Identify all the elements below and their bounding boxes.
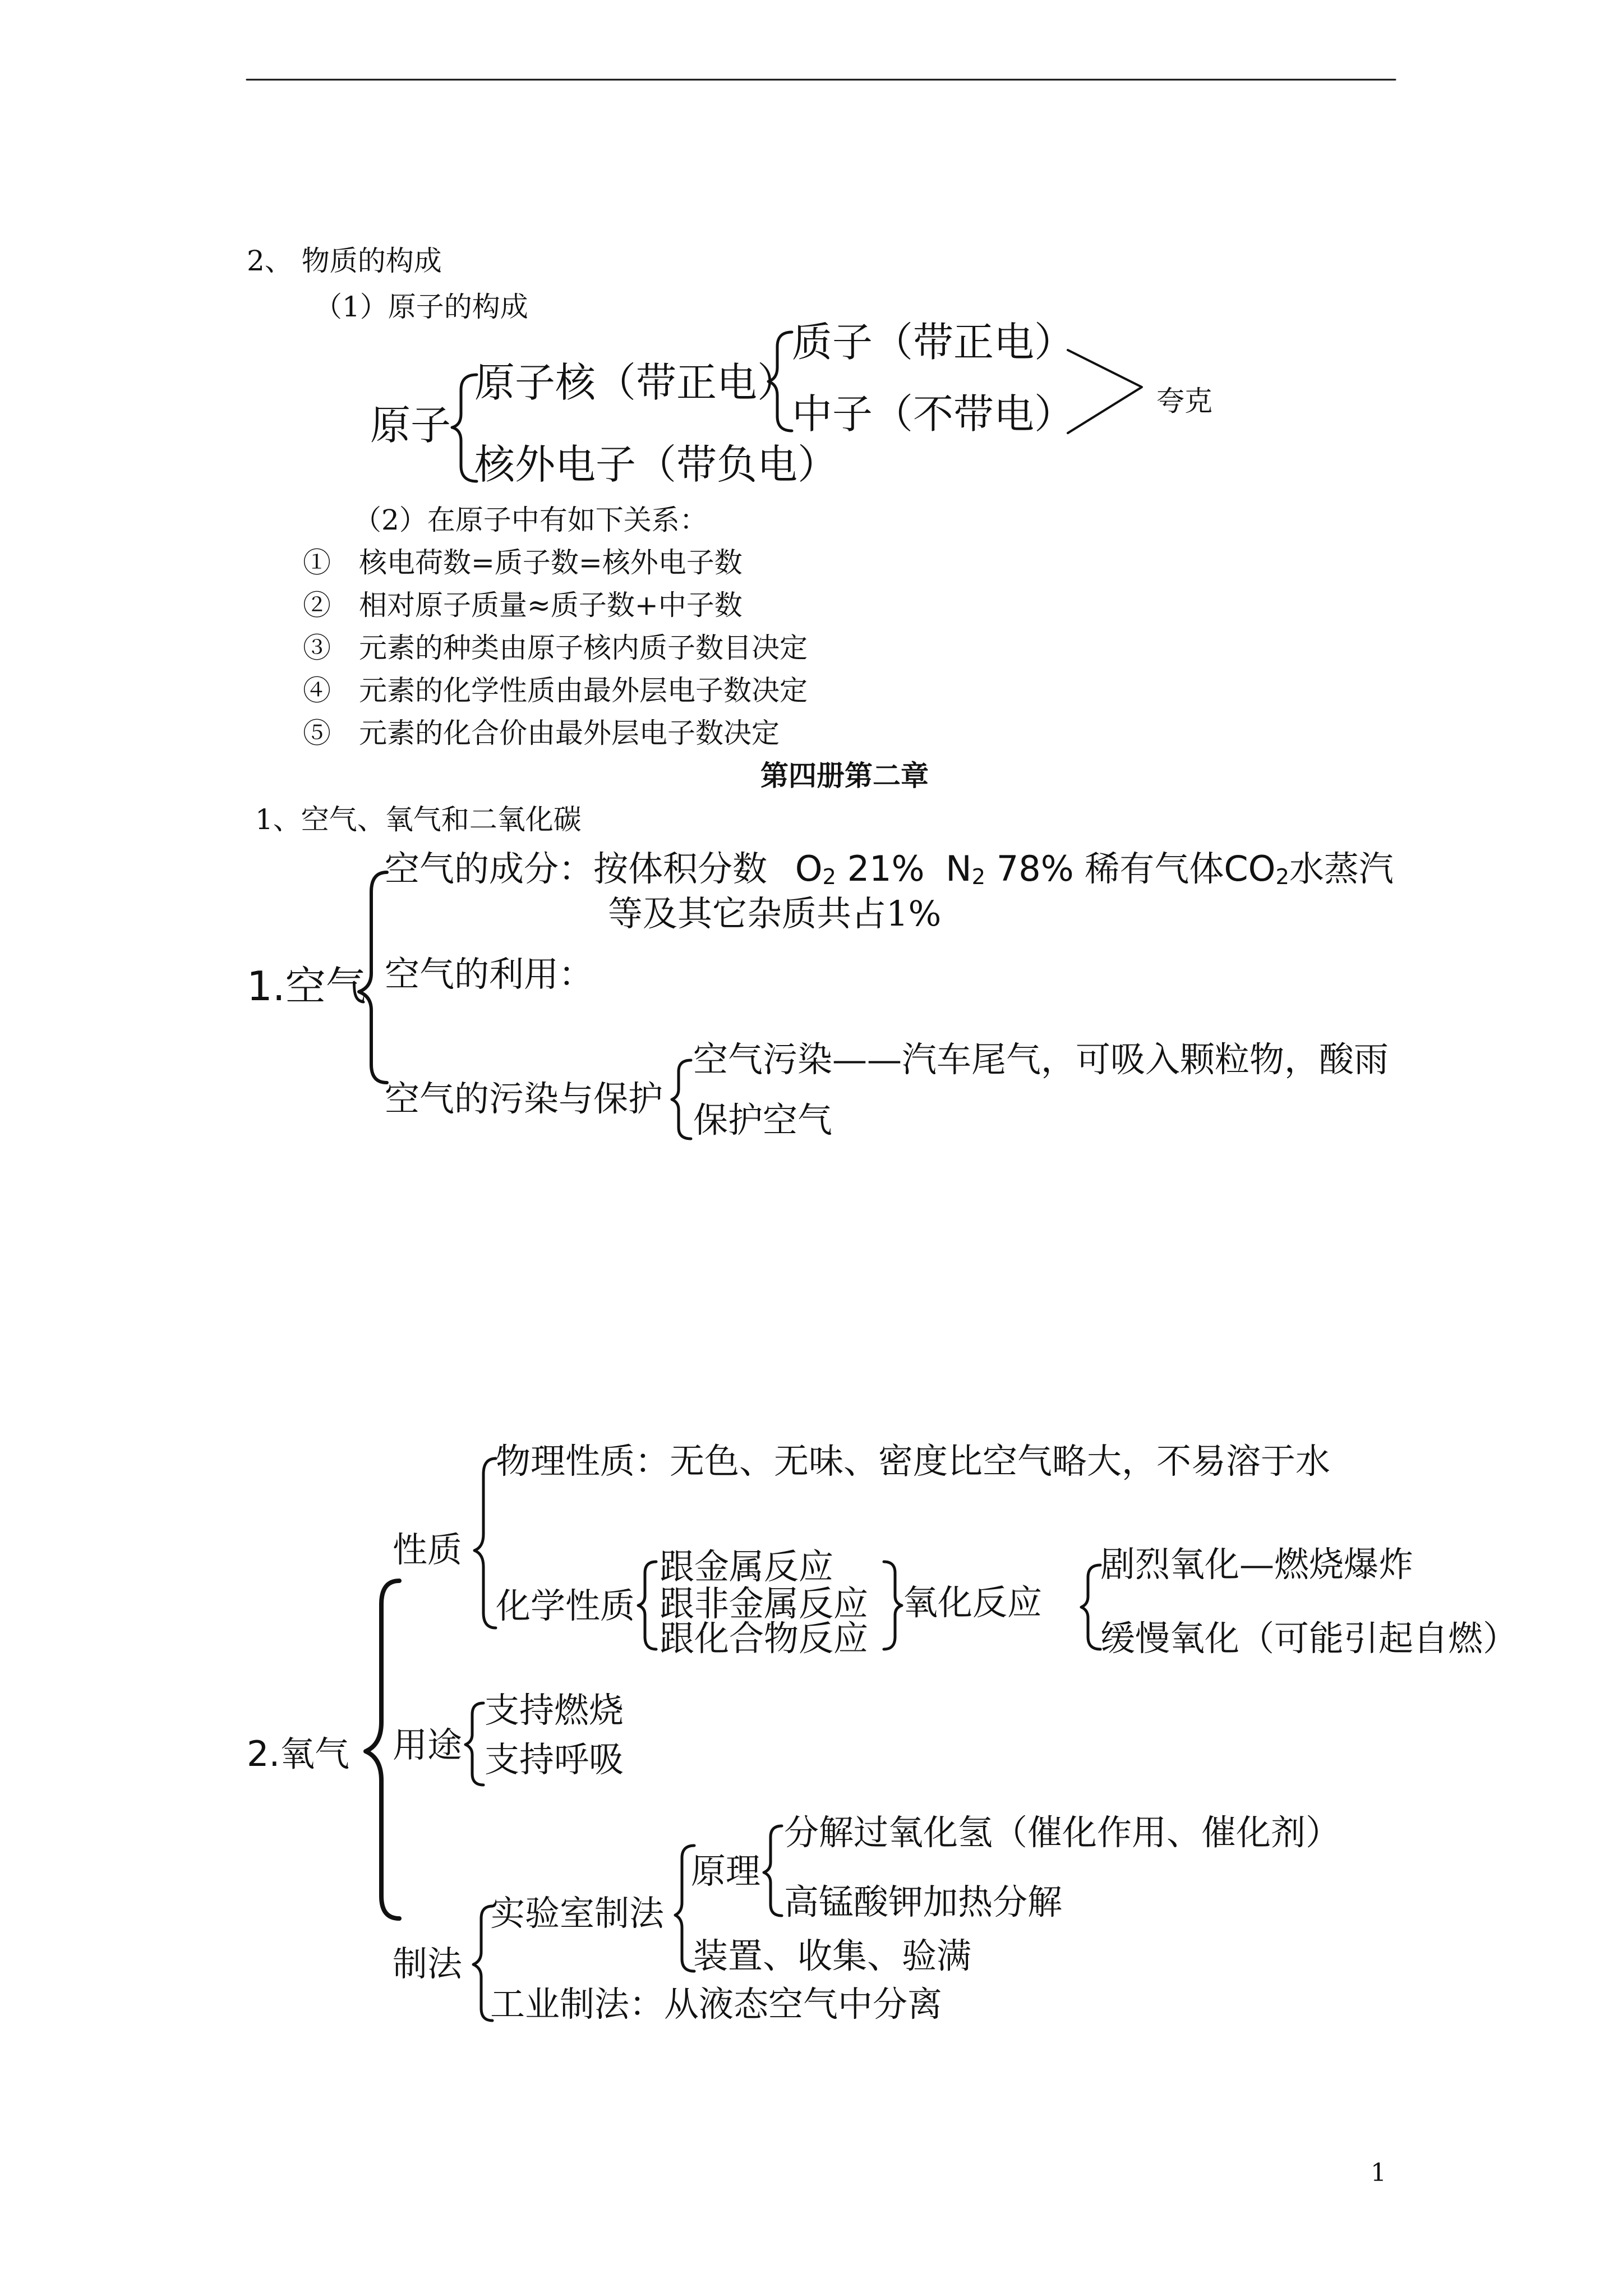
industrial-preparation: 工业制法：从液态空气中分离 [490,1984,943,2024]
oxygen-uses: 用途 [393,1724,463,1765]
brace-atom [452,375,477,481]
relation-item: ④ 元素的化学性质由最外层电子数决定 [303,674,808,707]
relation-item: ② 相对原子质量≈质子数+中子数 [303,589,743,622]
air-pollution: 空气污染——汽车尾气，可吸入颗粒物，酸雨 [693,1039,1389,1080]
rare-gas: 稀有气体 [1085,848,1224,889]
brace-reactions [884,1562,902,1649]
water-vapor: 水蒸汽 [1289,848,1394,889]
brace-principle [764,1826,782,1916]
brace-properties [474,1458,496,1628]
air-composition-label: 空气的成分：按体积分数 [385,848,768,889]
atom-quark: 夸克 [1156,385,1212,417]
brace-uses [465,1703,483,1785]
subheading-atom-structure: （1）原子的构成 [314,291,528,323]
support-burning: 支持燃烧 [485,1690,624,1731]
air-protection: 保护空气 [693,1099,833,1140]
section-heading-matter: 2、 物质的构成 [247,245,442,277]
oxygen-physical: 物理性质：无色、无味、密度比空气略大，不易溶于水 [496,1441,1331,1481]
oxygen-preparation: 制法 [393,1943,463,1984]
oxidation-reaction: 氧化反应 [903,1582,1043,1623]
subheading-relations: （2）在原子中有如下关系： [353,504,708,536]
brace-preparation [473,1906,492,2021]
atom-neutron: 中子（不带电） [792,390,1075,438]
oxygen-chemical: 化学性质 [496,1585,635,1626]
n2-value: 78% [996,848,1074,889]
lab-apparatus: 装置、收集、验满 [693,1935,972,1976]
air-pollution-label: 空气的污染与保护 [385,1078,663,1119]
o2-value: 21% [847,848,925,889]
relation-item: ③ 元素的种类由原子核内质子数目决定 [303,632,808,664]
react-compound: 跟化合物反应 [660,1618,869,1659]
lab-preparation: 实验室制法 [490,1893,665,1934]
air-composition [385,848,1394,890]
co2-symbol: CO [1224,848,1276,889]
atom-electron: 核外电子（带负电） [474,441,838,488]
air-use: 空气的利用： [385,954,594,995]
page-number: 1 [1371,2159,1386,2187]
react-metal: 跟金属反应 [660,1546,834,1587]
principle-kmno4: 高锰酸钾加热分解 [784,1881,1063,1922]
relation-item: ⑤ 元素的化合价由最外层电子数决定 [303,717,780,749]
chapter-title: 第四册第二章 [760,759,929,792]
principle-h2o2: 分解过氧化氢（催化作用、催化剂） [784,1812,1341,1853]
violent-oxidation: 剧烈氧化—燃烧爆炸 [1100,1544,1414,1585]
relation-item: ① 核电荷数=质子数=核外电子数 [303,546,743,579]
atom-proton: 质子（带正电） [792,319,1075,366]
oxygen-properties: 性质 [393,1529,463,1570]
atom-root: 原子 [370,402,451,449]
section-heading-air: 1、空气、氧气和二氧化碳 [255,803,582,836]
react-nonmetal: 跟非金属反应 [660,1583,869,1624]
quark-angle [1068,350,1142,433]
support-breathing: 支持呼吸 [485,1739,624,1780]
o2-subscript: 2 [822,864,836,890]
oxygen-root: 2.氧气 [247,1733,350,1774]
principle-label: 原理 [691,1851,761,1892]
atom-nucleus: 原子核（带正电） [474,359,798,406]
o2-symbol: O [795,848,823,889]
slow-oxidation: 缓慢氧化（可能引起自燃） [1100,1618,1518,1659]
n2-symbol: N [946,848,972,889]
n2-subscript: 2 [971,864,986,890]
air-others: 等及其它杂质共占1% [608,893,942,934]
brace-chemical [638,1562,656,1649]
air-root: 1.空气 [247,963,366,1010]
brace-oxidation [1081,1565,1100,1649]
brace-pollution [672,1060,691,1139]
co2-subscript: 2 [1275,864,1289,890]
